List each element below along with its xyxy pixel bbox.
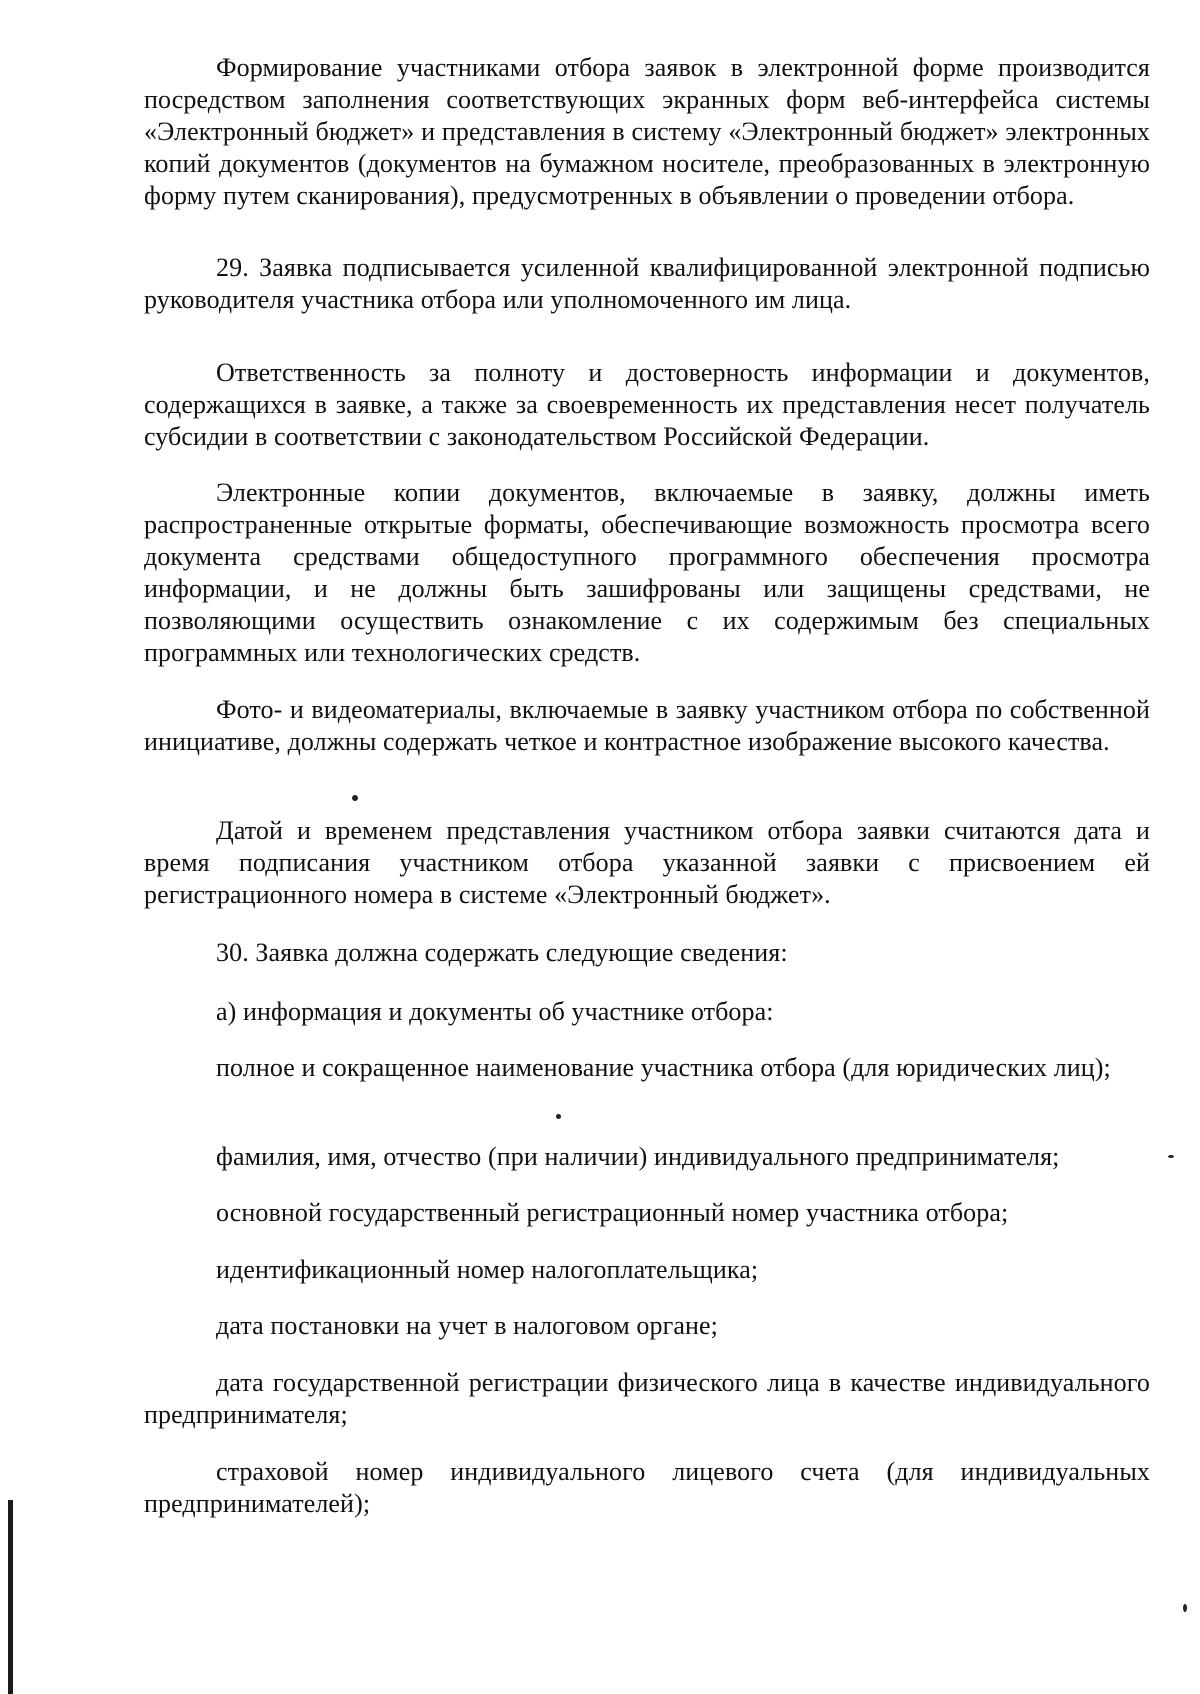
paragraph-photo-video: Фото- и видеоматериалы, включаемые в заявку участником отбора по собственной инициативе, должны содержать четкое и контрастное изображение высокого качества.: [144, 695, 1150, 756]
paragraph-item-30: 30. Заявка должна содержать следующие сведения:: [216, 938, 788, 967]
scan-speck: [1183, 1604, 1187, 1612]
paragraph-submission-date: Датой и временем представления участником отбора заявки считаются дата и время подписания участником отбора указанной заявки с присвоением ей регистрационного номера в системе «Электронный бюджет».: [144, 816, 1150, 909]
scan-speck: [1168, 1155, 1174, 1158]
scan-speck: [556, 1114, 561, 1119]
paragraph-application-formation: Формирование участниками отбора заявок в электронной форме производится посредством заполнения соответствующих экранных форм веб-интерфейса системы «Электронный бюджет» и представления в систему «Электронный бюджет» электронных копий документов (документов на бумажном носителе, преобразованных в электронную форму путем сканирования), предусмотренных в объявлении о проведении отбора.: [144, 53, 1150, 210]
paragraph-item-29: 29. Заявка подписывается усиленной квалифицированной электронной подписью руководителя участника отбора или уполномоченного им лица.: [144, 253, 1150, 314]
paragraph-electronic-copies: Электронные копии документов, включаемые в заявку, должны иметь распространенные открытые форматы, обеспечивающие возможность просмотра всего документа средствами общедоступного программного обеспечения просмотра информации, и не должны быть зашифрованы или защищены средствами, не позволяющими осуществить ознакомление с их содержимым без специальных программных или технологических средств.: [144, 478, 1150, 667]
paragraph-subitem-a: а) информация и документы об участнике отбора:: [216, 997, 774, 1026]
list-item-ogrn: основной государственный регистрационный номер участника отбора;: [216, 1198, 1009, 1227]
list-item-state-registration-date: дата государственной регистрации физического лица в качестве индивидуального предпринимателя;: [144, 1368, 1150, 1429]
list-item-tax-registration-date: дата постановки на учет в налоговом органе;: [216, 1311, 718, 1340]
scan-border-line: [8, 1500, 13, 1694]
paragraph-responsibility: Ответственность за полноту и достоверность информации и документов, содержащихся в заявке, а также за своевременность их представления несет получатель субсидии в соответствии с законодательством Российской Федерации.: [144, 358, 1150, 451]
list-item-entrepreneur-name: фамилия, имя, отчество (при наличии) индивидуального предпринимателя;: [216, 1142, 1060, 1171]
list-item-inn: идентификационный номер налогоплательщика;: [216, 1255, 759, 1284]
list-item-snils: страховой номер индивидуального лицевого счета (для индивидуальных предпринимателей);: [144, 1457, 1150, 1518]
scan-speck: [352, 795, 358, 801]
list-item-full-name: полное и сокращенное наименование участника отбора (для юридических лиц);: [216, 1053, 1111, 1082]
